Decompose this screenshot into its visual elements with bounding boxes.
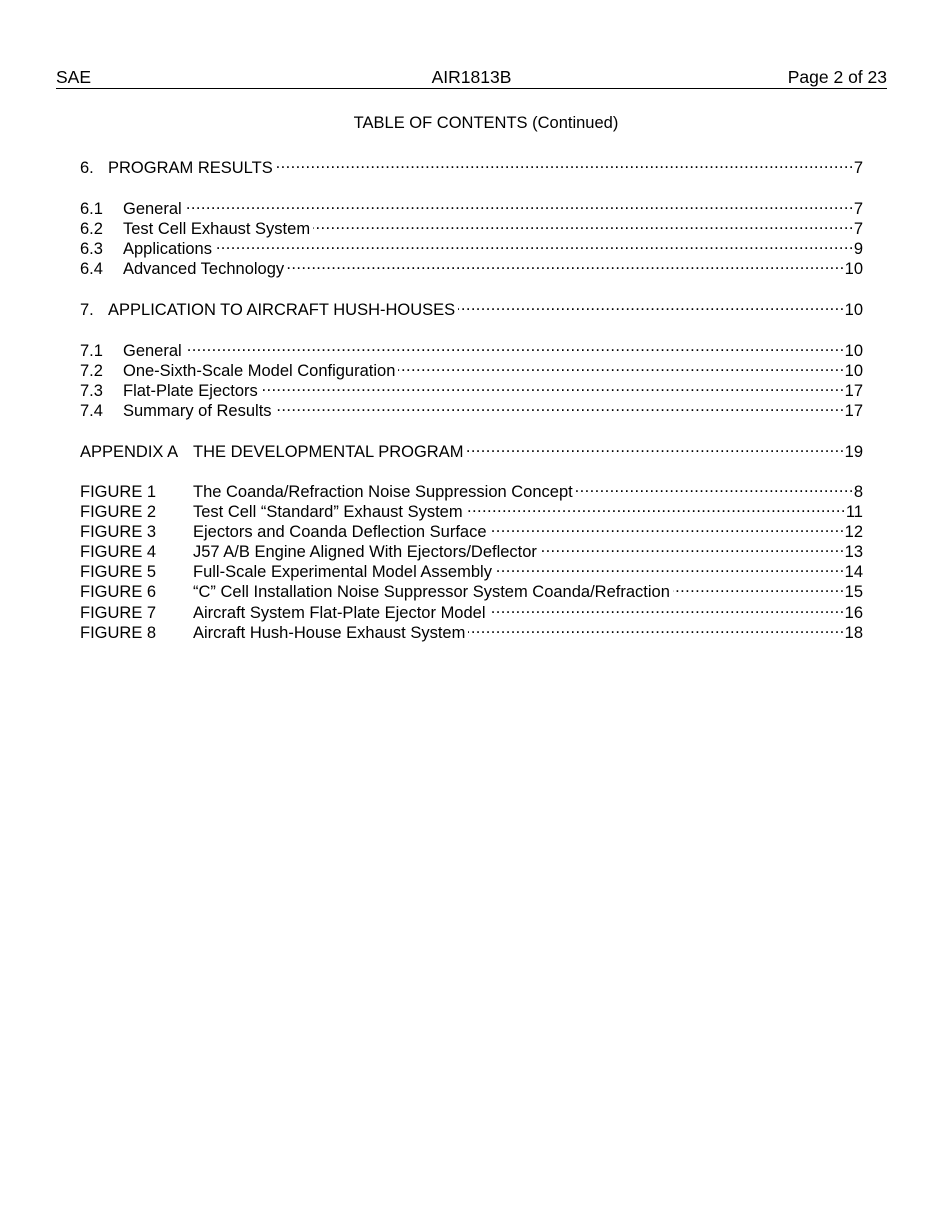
toc-entry-title: Summary of Results bbox=[123, 402, 272, 420]
toc-entry-number: 6.1 bbox=[80, 200, 103, 218]
dot-leader bbox=[185, 336, 845, 356]
toc-entry-figure-4[interactable] bbox=[80, 537, 863, 561]
toc-entry-title: PROGRAM RESULTS bbox=[108, 159, 273, 177]
toc-entry-number: 6.4 bbox=[80, 260, 103, 278]
toc-entry-number: APPENDIX A bbox=[80, 443, 179, 461]
toc-entry-page: 18 bbox=[844, 624, 863, 642]
toc-entry-chapter-6[interactable] bbox=[80, 153, 863, 177]
toc-entry-page: 12 bbox=[844, 523, 863, 541]
toc-entry-page: 19 bbox=[844, 443, 863, 461]
toc-entry-6-4[interactable] bbox=[80, 254, 863, 278]
toc-entry-7-1[interactable] bbox=[80, 336, 863, 360]
toc-entry-number: 7.2 bbox=[80, 362, 103, 380]
toc-entry-title: Aircraft System Flat-Plate Ejector Model bbox=[193, 604, 486, 622]
toc-entry-title: Full-Scale Experimental Model Assembly bbox=[193, 563, 492, 581]
dot-leader bbox=[490, 517, 845, 537]
dot-leader bbox=[540, 537, 845, 557]
toc-entry-title: “C” Cell Installation Noise Suppressor System Coanda/Refraction bbox=[193, 583, 670, 601]
dot-leader bbox=[489, 598, 845, 618]
toc-entry-figure-3[interactable] bbox=[80, 517, 863, 541]
dot-leader bbox=[275, 396, 845, 416]
toc-entry-title: Applications bbox=[123, 240, 212, 258]
toc-entry-number: FIGURE 5 bbox=[80, 563, 157, 581]
dot-leader bbox=[495, 557, 845, 577]
dot-leader bbox=[466, 497, 846, 517]
toc-entry-number: FIGURE 3 bbox=[80, 523, 157, 541]
dot-leader bbox=[576, 477, 854, 497]
toc-entry-number: 7.4 bbox=[80, 402, 103, 420]
dot-leader bbox=[215, 234, 854, 254]
toc-entry-number: 6.3 bbox=[80, 240, 103, 258]
dot-leader bbox=[287, 254, 844, 274]
toc-entry-figure-6[interactable] bbox=[80, 577, 863, 601]
toc-entry-appendix-a[interactable] bbox=[80, 437, 863, 461]
toc-entry-figure-1[interactable] bbox=[80, 477, 863, 501]
toc-entry-title: Ejectors and Coanda Deflection Surface bbox=[193, 523, 487, 541]
toc-entry-title: The Coanda/Refraction Noise Suppression Concept bbox=[193, 483, 573, 501]
toc-entry-number: FIGURE 2 bbox=[80, 503, 157, 521]
toc-entry-figure-2[interactable] bbox=[80, 497, 863, 521]
toc-entry-number: 7.3 bbox=[80, 382, 103, 400]
toc-entry-figure-7[interactable] bbox=[80, 598, 863, 622]
dot-leader bbox=[276, 153, 854, 173]
header-doc-number: AIR1813B bbox=[431, 67, 512, 87]
toc-entry-title: Advanced Technology bbox=[123, 260, 285, 278]
toc-entry-title: APPLICATION TO AIRCRAFT HUSH-HOUSES bbox=[108, 301, 456, 319]
toc-entry-figure-5[interactable] bbox=[80, 557, 863, 581]
toc-entry-page: 13 bbox=[844, 543, 863, 561]
page-header bbox=[56, 67, 887, 89]
toc-entry-7-4[interactable] bbox=[80, 396, 863, 420]
header-org: SAE bbox=[56, 67, 92, 87]
toc-entry-number: FIGURE 4 bbox=[80, 543, 157, 561]
toc-entry-page: 9 bbox=[853, 240, 863, 258]
toc-entry-title: Flat-Plate Ejectors bbox=[123, 382, 258, 400]
toc-entry-number: FIGURE 1 bbox=[80, 483, 157, 501]
toc-entry-number: 6.2 bbox=[80, 220, 103, 238]
toc-entry-page: 7 bbox=[853, 200, 863, 218]
toc-entry-title: THE DEVELOPMENTAL PROGRAM bbox=[193, 443, 464, 461]
toc-entry-page: 14 bbox=[844, 563, 863, 581]
toc-entry-6-3[interactable] bbox=[80, 234, 863, 258]
toc-entry-page: 11 bbox=[845, 503, 863, 521]
dot-leader bbox=[673, 577, 845, 597]
toc-entry-title: General bbox=[123, 200, 182, 218]
toc-entry-page: 17 bbox=[844, 402, 863, 420]
toc-entry-page: 16 bbox=[844, 604, 863, 622]
dot-leader bbox=[468, 618, 844, 638]
toc-entry-page: 15 bbox=[844, 583, 863, 601]
toc-entry-number: FIGURE 6 bbox=[80, 583, 157, 601]
toc-entry-number: 6. bbox=[80, 159, 94, 177]
toc-entry-figure-8[interactable] bbox=[80, 618, 863, 642]
toc-entry-number: FIGURE 7 bbox=[80, 604, 157, 622]
toc-entry-page: 10 bbox=[844, 342, 863, 360]
dot-leader bbox=[313, 214, 854, 234]
toc-entry-6-2[interactable] bbox=[80, 214, 863, 238]
toc-entry-page: 10 bbox=[844, 362, 863, 380]
toc-entry-6-1[interactable] bbox=[80, 194, 863, 218]
toc-entry-title: J57 A/B Engine Aligned With Ejectors/Deflector bbox=[193, 543, 537, 561]
dot-leader bbox=[466, 437, 844, 457]
toc-entry-title: Aircraft Hush-House Exhaust System bbox=[193, 624, 466, 642]
toc-entry-title: One-Sixth-Scale Model Configuration bbox=[123, 362, 396, 380]
toc-entry-number: 7. bbox=[80, 301, 94, 319]
toc-entry-page: 7 bbox=[853, 159, 863, 177]
toc-title: TABLE OF CONTENTS (Continued) bbox=[353, 114, 619, 132]
toc-entry-title: General bbox=[123, 342, 182, 360]
dot-leader bbox=[261, 376, 845, 396]
toc-entry-page: 17 bbox=[844, 382, 863, 400]
toc-entry-number: 7.1 bbox=[80, 342, 103, 360]
dot-leader bbox=[398, 356, 844, 376]
toc-entry-page: 8 bbox=[853, 483, 863, 501]
toc-entry-page: 10 bbox=[844, 260, 863, 278]
toc-entry-title: Test Cell Exhaust System bbox=[123, 220, 311, 238]
header-page-number: Page 2 of 23 bbox=[787, 67, 887, 87]
toc-entry-page: 10 bbox=[844, 301, 863, 319]
toc-entry-7-3[interactable] bbox=[80, 376, 863, 400]
dot-leader bbox=[185, 194, 854, 214]
toc-entry-number: FIGURE 8 bbox=[80, 624, 157, 642]
dot-leader bbox=[458, 295, 844, 315]
toc-entry-page: 7 bbox=[853, 220, 863, 238]
toc-entry-7-2[interactable] bbox=[80, 356, 863, 380]
toc-entry-title: Test Cell “Standard” Exhaust System bbox=[193, 503, 463, 521]
toc-entry-chapter-7[interactable] bbox=[80, 295, 863, 319]
